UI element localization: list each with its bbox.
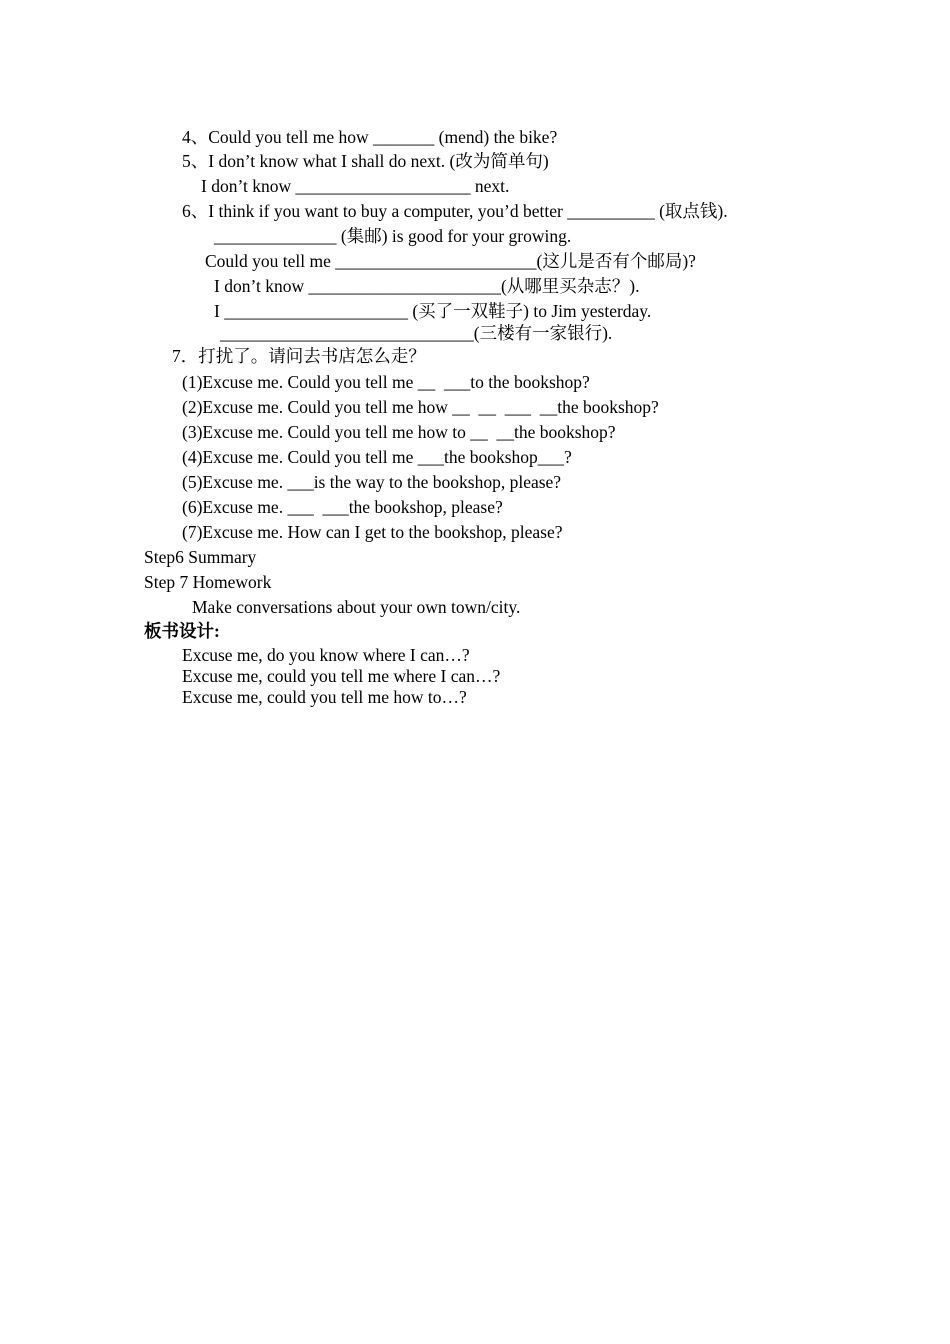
exercise-item-7-line: (2)Excuse me. Could you tell me how __ __ ___ __the bookshop? bbox=[182, 397, 659, 417]
exercise-item-7-line: (1)Excuse me. Could you tell me __ ___to the bookshop? bbox=[182, 372, 590, 392]
exercise-item-7-line: (5)Excuse me. ___is the way to the bookshop, please? bbox=[182, 472, 562, 492]
exercise-item-7-line: (7)Excuse me. How can I get to the bookshop, please? bbox=[182, 522, 563, 542]
exercise-item-6-line-6: _____________________________(三楼有一家银行). bbox=[220, 323, 613, 343]
exercise-item-4: 4、Could you tell me how _______ (mend) the bike? bbox=[182, 127, 558, 147]
exercise-item-7-line: (4)Excuse me. Could you tell me ___the bookshop___? bbox=[182, 447, 572, 467]
exercise-item-7-title: 7．打扰了。请问去书店怎么走？ bbox=[172, 346, 426, 366]
exercise-item-6-line-3: Could you tell me _______________________(这儿是否有个邮局)? bbox=[205, 251, 696, 271]
homework-text: Make conversations about your own town/city. bbox=[192, 597, 521, 617]
exercise-item-6-line-4: I don’t know ______________________(从哪里买杂志？). bbox=[214, 276, 640, 296]
exercise-item-7-line: (3)Excuse me. Could you tell me how to __ __the bookshop? bbox=[182, 422, 616, 442]
exercise-item-6: 6、I think if you want to buy a computer, you’d better __________ (取点钱). bbox=[182, 201, 728, 221]
exercise-item-5-answer: I don’t know ____________________ next. bbox=[201, 176, 510, 196]
board-design-title: 板书设计: bbox=[144, 621, 220, 641]
board-design-line: Excuse me, could you tell me where I can…? bbox=[182, 666, 501, 686]
exercise-item-5: 5、I don’t know what I shall do next. (改为简单句) bbox=[182, 151, 549, 171]
board-design-line: Excuse me, could you tell me how to…? bbox=[182, 687, 467, 707]
step6-heading: Step6 Summary bbox=[144, 547, 257, 567]
exercise-item-6-line-5: I _____________________ (买了一双鞋子) to Jim yesterday. bbox=[214, 301, 652, 321]
board-design-line: Excuse me, do you know where I can…? bbox=[182, 645, 470, 665]
step7-heading: Step 7 Homework bbox=[144, 572, 272, 592]
exercise-item-7-line: (6)Excuse me. ___ ___the bookshop, please? bbox=[182, 497, 503, 517]
exercise-item-6-line-2: ______________ (集邮) is good for your growing. bbox=[214, 226, 572, 246]
